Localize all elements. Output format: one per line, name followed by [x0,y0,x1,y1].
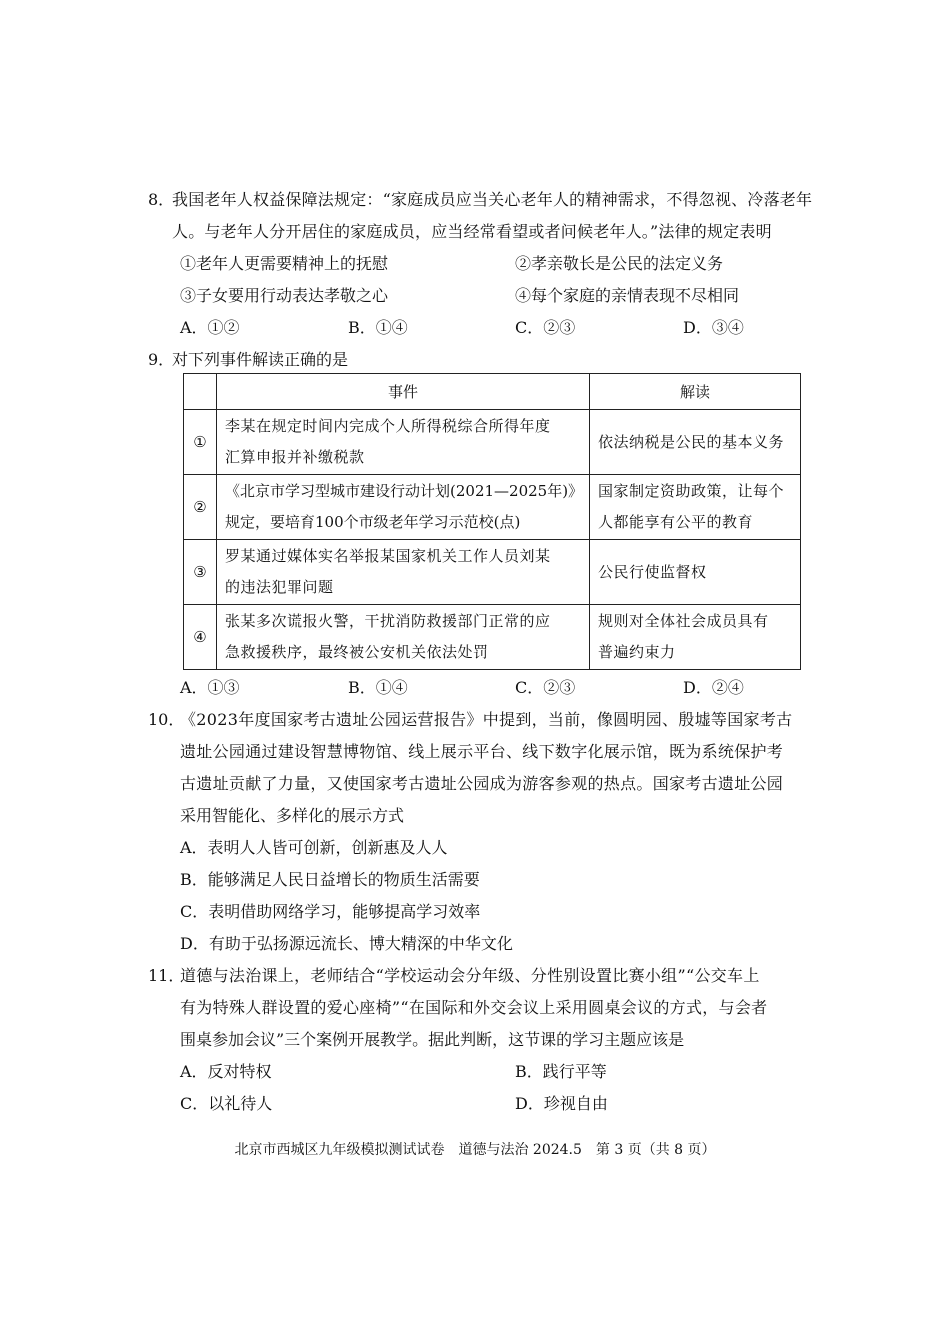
option-a: A．反对特权 [180,1062,272,1081]
question-stem: 遗址公园通过建设智慧博物馆、线上展示平台、线下数字化展示馆，既为系统保护考 [180,742,784,761]
statement: ③子女要用行动表达孝敬之心 [180,286,389,305]
question-number: 9． [148,350,175,369]
events-table [183,373,801,670]
option-d: D．③④ [683,318,744,337]
row-number: ② [184,475,217,540]
event-line: 急救援秩序，最终被公安机关依法处罚 [225,643,489,661]
reading-line: 普遍约束力 [598,643,676,661]
option-a: A．①② [180,318,240,337]
question-stem: 古遗址贡献了力量，又使国家考古遗址公园成为游客参观的热点。国家考古遗址公园 [180,774,784,793]
question-stem: 人。与老年人分开居住的家庭成员，应当经常看望或者问候老年人。”法律的规定表明 [172,222,772,241]
question-stem: 围桌参加会议”三个案例开展教学。据此判断，这节课的学习主题应该是 [180,1030,685,1049]
question-stem: 道德与法治课上，老师结合“学校运动会分年级、分性别设置比赛小组”“公交车上 [180,966,760,985]
reading-line: 规则对全体社会成员具有 [598,612,769,630]
event-line: 的违法犯罪问题 [225,578,334,596]
event-line: 张某多次谎报火警，干扰消防救援部门正常的应 [225,612,551,630]
reading-cell [590,605,801,670]
question-number: 11． [148,966,185,985]
question-stem: 对下列事件解读正确的是 [172,350,349,369]
table-header-reading: 解读 [590,374,801,410]
question-number: 10． [148,710,185,729]
event-cell [217,605,590,670]
statement: ②孝亲敬长是公民的法定义务 [515,254,724,273]
reading-line: 人都能享有公平的教育 [598,513,754,531]
option-d: D．②④ [683,678,744,697]
option-b: B．践行平等 [515,1062,607,1081]
row-number: ① [184,410,217,475]
event-line: 汇算申报并补缴税款 [225,448,365,466]
row-number: ③ [184,540,217,605]
reading-line: 依法纳税是公民的基本义务 [598,432,785,451]
event-cell [217,475,590,540]
question-number: 8． [148,190,175,209]
option-b: B．能够满足人民日益增长的物质生活需要 [180,870,480,889]
event-line: 《北京市学习型城市建设行动计划(2021—2025年)》 [225,482,584,500]
table-header-event: 事件 [217,374,590,410]
event-line: 李某在规定时间内完成个人所得税综合所得年度 [225,417,551,435]
option-a: A．表明人人皆可创新，创新惠及人人 [180,838,448,857]
option-c: C．表明借助网络学习，能够提高学习效率 [180,902,481,921]
question-stem: 采用智能化、多样化的展示方式 [180,806,405,825]
event-line: 罗某通过媒体实名举报某国家机关工作人员刘某 [225,547,551,565]
table-row [184,410,801,475]
option-c: C．以礼待人 [180,1094,273,1113]
reading-line: 国家制定资助政策，让每个 [598,482,785,500]
question-stem: 我国老年人权益保障法规定：“家庭成员应当关心老年人的精神需求，不得忽视、冷落老年 [172,190,813,209]
table-row [184,605,801,670]
table-row [184,475,801,540]
event-line: 规定，要培育100个市级老年学习示范校(点) [225,513,521,531]
reading-cell [590,540,801,605]
table-row [184,540,801,605]
statement: ①老年人更需要精神上的抚慰 [180,254,389,273]
row-number: ④ [184,605,217,670]
option-b: B．①④ [348,318,408,337]
event-cell [217,410,590,475]
option-c: C．②③ [515,678,576,697]
question-stem: 《2023年度国家考古遗址公园运营报告》中提到，当前，像圆明园、殷墟等国家考古 [180,710,793,729]
reading-cell [590,475,801,540]
option-a: A．①③ [180,678,240,697]
page-footer: 北京市西城区九年级模拟测试试卷 道德与法治 2024.5 第 3 页（共 8 页） [234,1142,716,1158]
option-d: D．有助于弘扬源远流长、博大精深的中华文化 [180,934,513,953]
reading-line: 公民行使监督权 [598,562,707,581]
table-header-empty [184,374,217,410]
option-b: B．①④ [348,678,408,697]
question-stem: 有为特殊人群设置的爱心座椅”“在国际和外交会议上采用圆桌会议的方式，与会者 [180,998,768,1017]
option-d: D．珍视自由 [515,1094,608,1113]
event-cell [217,540,590,605]
reading-cell [590,410,801,475]
option-c: C．②③ [515,318,576,337]
statement: ④每个家庭的亲情表现不尽相同 [515,286,740,305]
